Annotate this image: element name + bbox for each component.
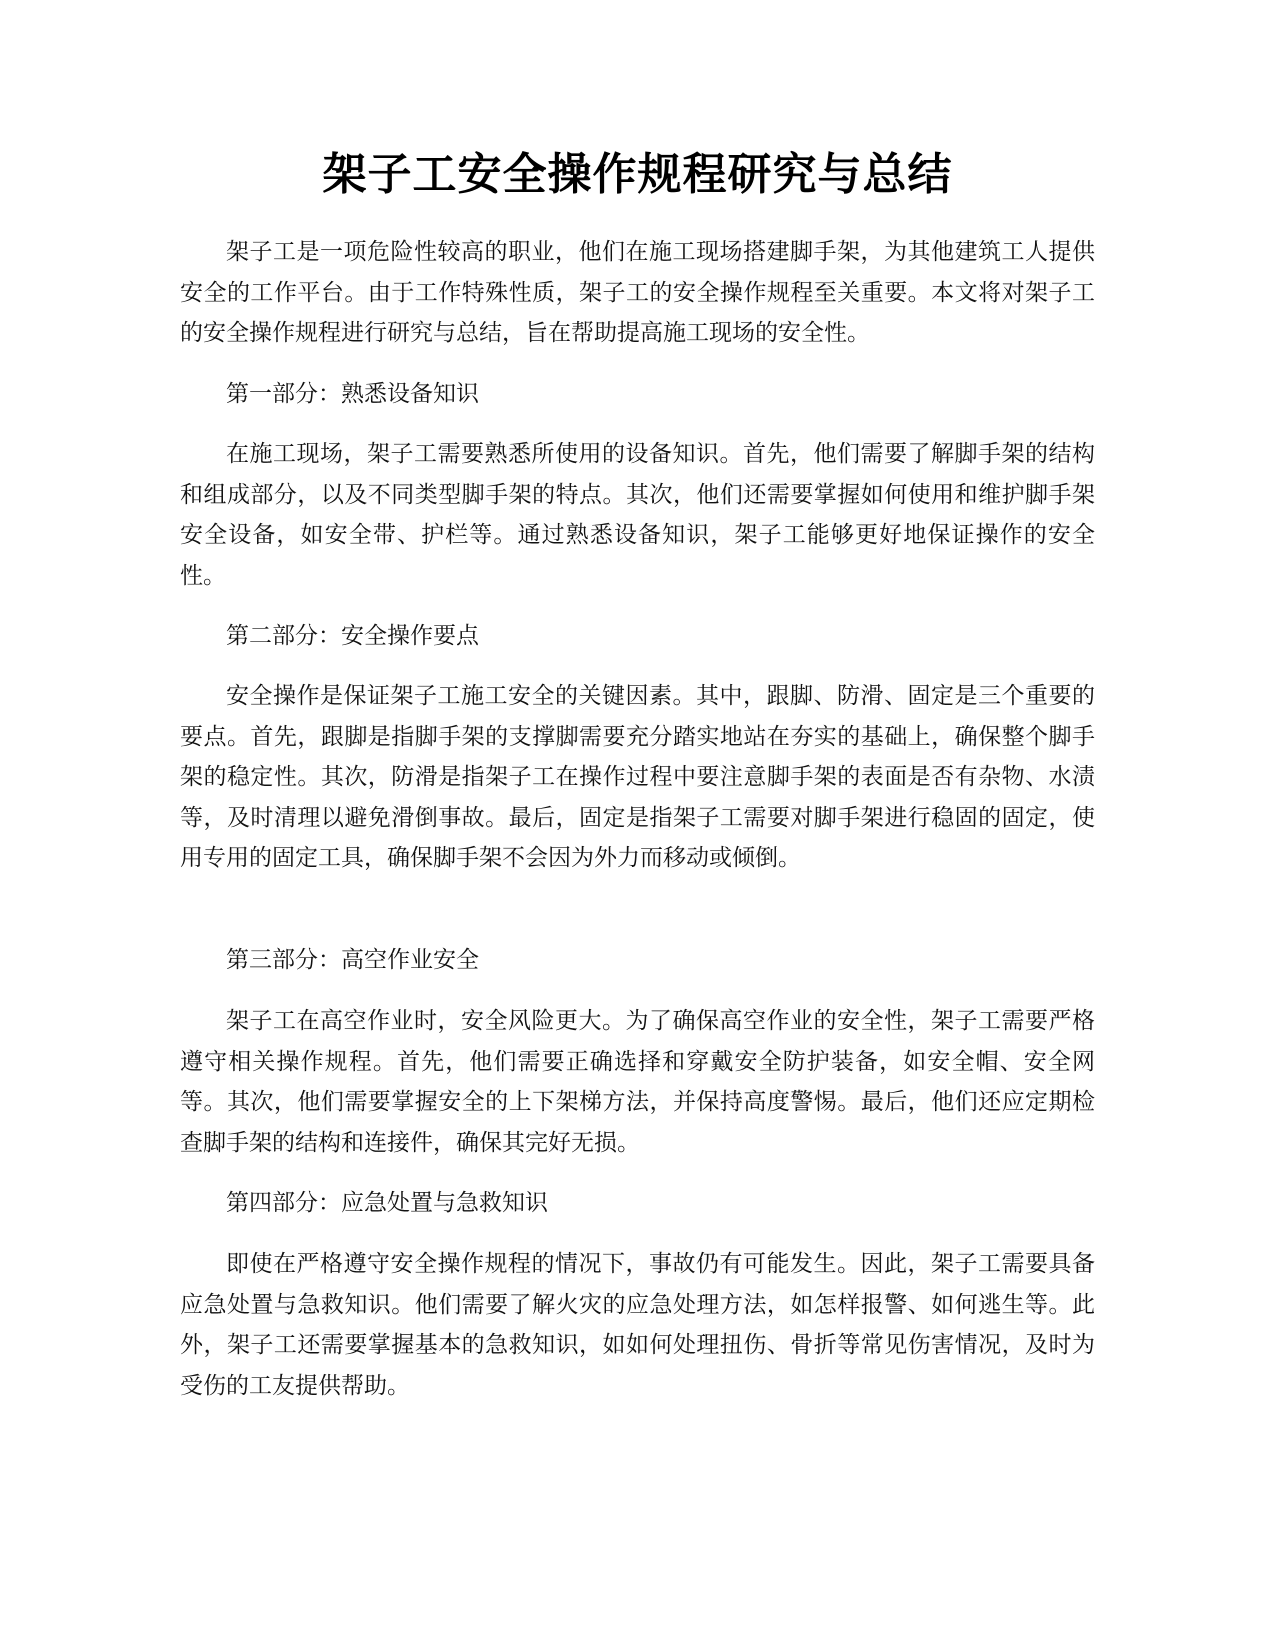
section-4-body: 即使在严格遵守安全操作规程的情况下，事故仍有可能发生。因此，架子工需要具备应急处置与急救知识。他们需要了解火灾的应急处理方法，如怎样报警、如何逃生等。此外，架子工还需要掌握基本的急救知识，如如何处理扭伤、骨折等常见伤害情况，及时为受伤的工友提供帮助。 [180,1251,1095,1399]
section-2-body: 安全操作是保证架子工施工安全的关键因素。其中，跟脚、防滑、固定是三个重要的要点。首先，跟脚是指脚手架的支撑脚需要充分踏实地站在夯实的基础上，确保整个脚手架的稳定性。其次，防滑是指架子工在操作过程中要注意脚手架的表面是否有杂物、水渍等，及时清理以避免滑倒事故。最后，固定是指架子工需要对脚手架进行稳固的固定，使用专用的固定工具，确保脚手架不会因为外力而移动或倾倒。 [180,683,1095,871]
section-2-heading: 第二部分：安全操作要点 [226,623,479,649]
document-title: 架子工安全操作规程研究与总结 [322,149,953,200]
section-3-heading: 第三部分：高空作业安全 [226,947,479,973]
section-4-heading: 第四部分：应急处置与急救知识 [226,1190,548,1216]
section-1-heading: 第一部分：熟悉设备知识 [226,381,479,407]
section-3-body: 架子工在高空作业时，安全风险更大。为了确保高空作业的安全性，架子工需要严格遵守相关操作规程。首先，他们需要正确选择和穿戴安全防护装备，如安全帽、安全网等。其次，他们需要掌握安全的上下架梯方法，并保持高度警惕。最后，他们还应定期检查脚手架的结构和连接件，确保其完好无损。 [180,1008,1095,1156]
section-1-body: 在施工现场，架子工需要熟悉所使用的设备知识。首先，他们需要了解脚手架的结构和组成部分，以及不同类型脚手架的特点。其次，他们还需要掌握如何使用和维护脚手架安全设备，如安全带、护栏等。通过熟悉设备知识，架子工能够更好地保证操作的安全性。 [180,441,1095,589]
intro-paragraph: 架子工是一项危险性较高的职业，他们在施工现场搭建脚手架，为其他建筑工人提供安全的工作平台。由于工作特殊性质，架子工的安全操作规程至关重要。本文将对架子工的安全操作规程进行研究与总结，旨在帮助提高施工现场的安全性。 [180,239,1095,346]
